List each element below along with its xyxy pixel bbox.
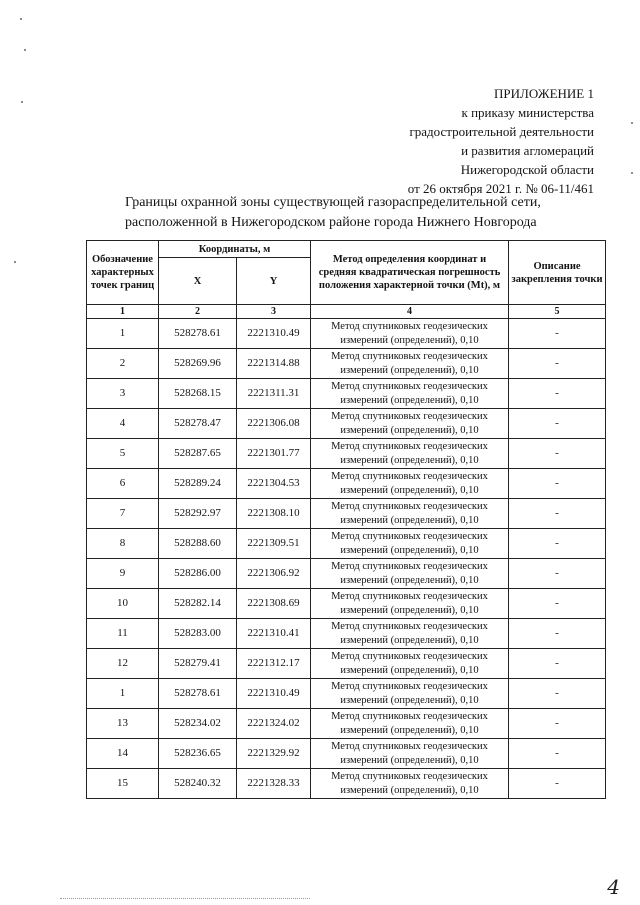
- description-cell: -: [509, 439, 606, 469]
- heading-line-2: расположенной в Нижегородском районе города Нижнего Новгорода: [125, 215, 537, 230]
- point-cell: 5: [87, 439, 159, 469]
- table-row: [87, 679, 606, 709]
- x-cell: 528269.96: [159, 349, 237, 379]
- scan-dot: [631, 122, 633, 124]
- y-cell: 2221310.49: [237, 319, 311, 349]
- method-cell: Метод спутниковых геодезических измерений (определений), 0,10: [311, 319, 509, 349]
- x-cell: 528268.15: [159, 379, 237, 409]
- x-cell: 528278.61: [159, 319, 237, 349]
- table-row: [87, 319, 606, 349]
- x-cell: 528279.41: [159, 649, 237, 679]
- method-cell: Метод спутниковых геодезических измерений (определений), 0,10: [311, 469, 509, 499]
- description-cell: -: [509, 589, 606, 619]
- y-cell: 2221308.10: [237, 499, 311, 529]
- point-cell: 12: [87, 649, 159, 679]
- point-cell: 2: [87, 349, 159, 379]
- point-cell: 15: [87, 769, 159, 799]
- appendix-line: и развития агломераций: [461, 143, 594, 158]
- y-cell: 2221308.69: [237, 589, 311, 619]
- x-cell: 528240.32: [159, 769, 237, 799]
- point-cell: 14: [87, 739, 159, 769]
- y-cell: 2221306.92: [237, 559, 311, 589]
- method-cell: Метод спутниковых геодезических измерений (определений), 0,10: [311, 709, 509, 739]
- table-row: [87, 649, 606, 679]
- method-cell: Метод спутниковых геодезических измерений (определений), 0,10: [311, 589, 509, 619]
- description-cell: -: [509, 649, 606, 679]
- x-cell: 528286.00: [159, 559, 237, 589]
- method-cell: Метод спутниковых геодезических измерений (определений), 0,10: [311, 409, 509, 439]
- y-cell: 2221324.02: [237, 709, 311, 739]
- header-coordinates: Координаты, м: [159, 241, 311, 258]
- method-cell: Метод спутниковых геодезических измерений (определений), 0,10: [311, 439, 509, 469]
- x-cell: 528236.65: [159, 739, 237, 769]
- x-cell: 528292.97: [159, 499, 237, 529]
- appendix-block: [314, 84, 594, 198]
- description-cell: -: [509, 469, 606, 499]
- appendix-line: градостроительной деятельности: [409, 124, 594, 139]
- method-cell: Метод спутниковых геодезических измерений (определений), 0,10: [311, 349, 509, 379]
- header-point: Обозначение характерных точек границ: [87, 241, 159, 305]
- x-cell: 528278.47: [159, 409, 237, 439]
- table-row: [87, 379, 606, 409]
- method-cell: Метод спутниковых геодезических измерений (определений), 0,10: [311, 739, 509, 769]
- heading-line-1: Границы охранной зоны существующей газораспределительной сети,: [125, 195, 541, 210]
- y-cell: 2221309.51: [237, 529, 311, 559]
- description-cell: -: [509, 319, 606, 349]
- table-row: [87, 499, 606, 529]
- method-cell: Метод спутниковых геодезических измерений (определений), 0,10: [311, 679, 509, 709]
- point-cell: 8: [87, 529, 159, 559]
- description-cell: -: [509, 709, 606, 739]
- header-y: Y: [237, 258, 311, 305]
- scan-dot: [21, 101, 23, 103]
- table-row: [87, 769, 606, 799]
- y-cell: 2221312.17: [237, 649, 311, 679]
- scan-dot: [20, 18, 22, 20]
- description-cell: -: [509, 349, 606, 379]
- column-number: 4: [311, 305, 509, 319]
- description-cell: -: [509, 379, 606, 409]
- description-cell: -: [509, 409, 606, 439]
- table-row: [87, 709, 606, 739]
- description-cell: -: [509, 619, 606, 649]
- point-cell: 6: [87, 469, 159, 499]
- point-cell: 13: [87, 709, 159, 739]
- point-cell: 11: [87, 619, 159, 649]
- scan-artifact-line: [60, 898, 310, 900]
- method-cell: Метод спутниковых геодезических измерений (определений), 0,10: [311, 649, 509, 679]
- description-cell: -: [509, 499, 606, 529]
- table-row: [87, 529, 606, 559]
- appendix-date-line: от 26 октября 2021 г. № 06-11/461: [407, 181, 594, 196]
- description-cell: -: [509, 559, 606, 589]
- scan-dot: [24, 49, 26, 51]
- header-x: X: [159, 258, 237, 305]
- table-row: [87, 409, 606, 439]
- x-cell: 528234.02: [159, 709, 237, 739]
- header-description: Описание закрепления точки: [509, 241, 606, 305]
- point-cell: 9: [87, 559, 159, 589]
- y-cell: 2221328.33: [237, 769, 311, 799]
- table-row: [87, 739, 606, 769]
- point-cell: 10: [87, 589, 159, 619]
- scan-dot: [14, 261, 16, 263]
- appendix-line: к приказу министерства: [461, 105, 594, 120]
- method-cell: Метод спутниковых геодезических измерений (определений), 0,10: [311, 559, 509, 589]
- appendix-line: Нижегородской области: [460, 162, 594, 177]
- point-cell: 4: [87, 409, 159, 439]
- method-cell: Метод спутниковых геодезических измерений (определений), 0,10: [311, 619, 509, 649]
- scan-dot: [631, 172, 633, 174]
- column-number: 3: [237, 305, 311, 319]
- y-cell: 2221329.92: [237, 739, 311, 769]
- appendix-title: ПРИЛОЖЕНИЕ 1: [494, 86, 594, 101]
- point-cell: 7: [87, 499, 159, 529]
- table-row: [87, 439, 606, 469]
- x-cell: 528278.61: [159, 679, 237, 709]
- column-number: 5: [509, 305, 606, 319]
- document-heading: [90, 193, 640, 233]
- description-cell: -: [509, 529, 606, 559]
- description-cell: -: [509, 679, 606, 709]
- x-cell: 528288.60: [159, 529, 237, 559]
- y-cell: 2221310.49: [237, 679, 311, 709]
- y-cell: 2221314.88: [237, 349, 311, 379]
- x-cell: 528282.14: [159, 589, 237, 619]
- y-cell: 2221304.53: [237, 469, 311, 499]
- table-row: [87, 589, 606, 619]
- column-number: 1: [87, 305, 159, 319]
- method-cell: Метод спутниковых геодезических измерений (определений), 0,10: [311, 499, 509, 529]
- y-cell: 2221306.08: [237, 409, 311, 439]
- y-cell: 2221311.31: [237, 379, 311, 409]
- page-number: 4: [607, 875, 620, 899]
- y-cell: 2221310.41: [237, 619, 311, 649]
- table-row: [87, 349, 606, 379]
- x-cell: 528289.24: [159, 469, 237, 499]
- description-cell: -: [509, 739, 606, 769]
- table-row: [87, 559, 606, 589]
- x-cell: 528283.00: [159, 619, 237, 649]
- point-cell: 1: [87, 679, 159, 709]
- method-cell: Метод спутниковых геодезических измерений (определений), 0,10: [311, 769, 509, 799]
- x-cell: 528287.65: [159, 439, 237, 469]
- table-row: [87, 469, 606, 499]
- table-row: [87, 619, 606, 649]
- header-method: Метод определения координат и средняя квадратическая погрешность положения характерной точки (Mt), м: [311, 241, 509, 305]
- point-cell: 1: [87, 319, 159, 349]
- coordinates-table: [86, 240, 606, 799]
- description-cell: -: [509, 769, 606, 799]
- method-cell: Метод спутниковых геодезических измерений (определений), 0,10: [311, 529, 509, 559]
- method-cell: Метод спутниковых геодезических измерений (определений), 0,10: [311, 379, 509, 409]
- point-cell: 3: [87, 379, 159, 409]
- column-number: 2: [159, 305, 237, 319]
- y-cell: 2221301.77: [237, 439, 311, 469]
